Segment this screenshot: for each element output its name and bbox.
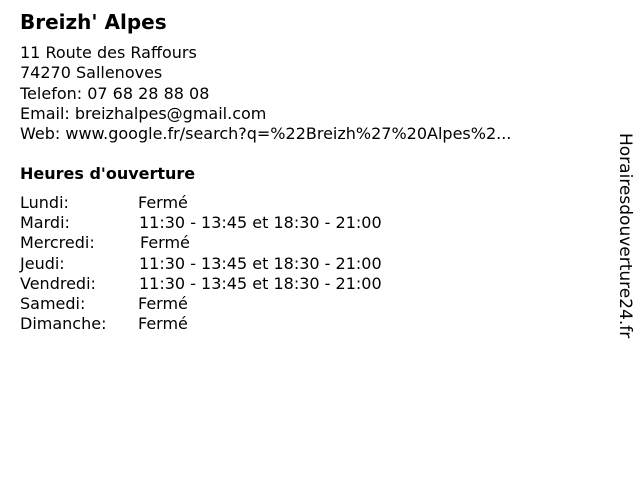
- business-name: Breizh' Alpes: [20, 10, 167, 34]
- address-city: 74270 Sallenoves: [20, 63, 163, 83]
- address-street: 11 Route des Raffours: [20, 43, 197, 62]
- day-label: Mardi:: [20, 213, 70, 233]
- website-link: Web: www.google.fr/search?q=%22Breizh%27%20Alpes%2...: [20, 124, 512, 144]
- business-contact-block: [20, 43, 511, 144]
- day-hours: Fermé: [138, 193, 188, 212]
- day-label: Samedi:: [20, 293, 86, 313]
- day-label: Dimanche:: [20, 314, 107, 334]
- day-hours: 11:30 - 13:45 et 18:30 - 21:00: [139, 213, 382, 233]
- opening-hours-heading: Heures d'ouverture: [20, 164, 196, 183]
- day-label: Jeudi:: [20, 253, 65, 273]
- day-hours: Fermé: [138, 314, 188, 334]
- phone-number: Telefon: 07 68 28 88 08: [20, 83, 210, 103]
- day-hours: Fermé: [140, 233, 190, 253]
- watermark-text: Horairesdouverture24.fr: [615, 133, 635, 339]
- day-label: Mercredi:: [20, 233, 95, 253]
- day-hours: 11:30 - 13:45 et 18:30 - 21:00: [139, 273, 382, 293]
- day-label: Lundi:: [20, 193, 69, 212]
- day-hours: Fermé: [138, 293, 188, 313]
- day-label: Vendredi:: [20, 273, 96, 293]
- email-address: Email: breizhalpes@gmail.com: [20, 103, 267, 123]
- site-watermark: [612, 133, 638, 373]
- day-hours: 11:30 - 13:45 et 18:30 - 21:00: [139, 253, 382, 273]
